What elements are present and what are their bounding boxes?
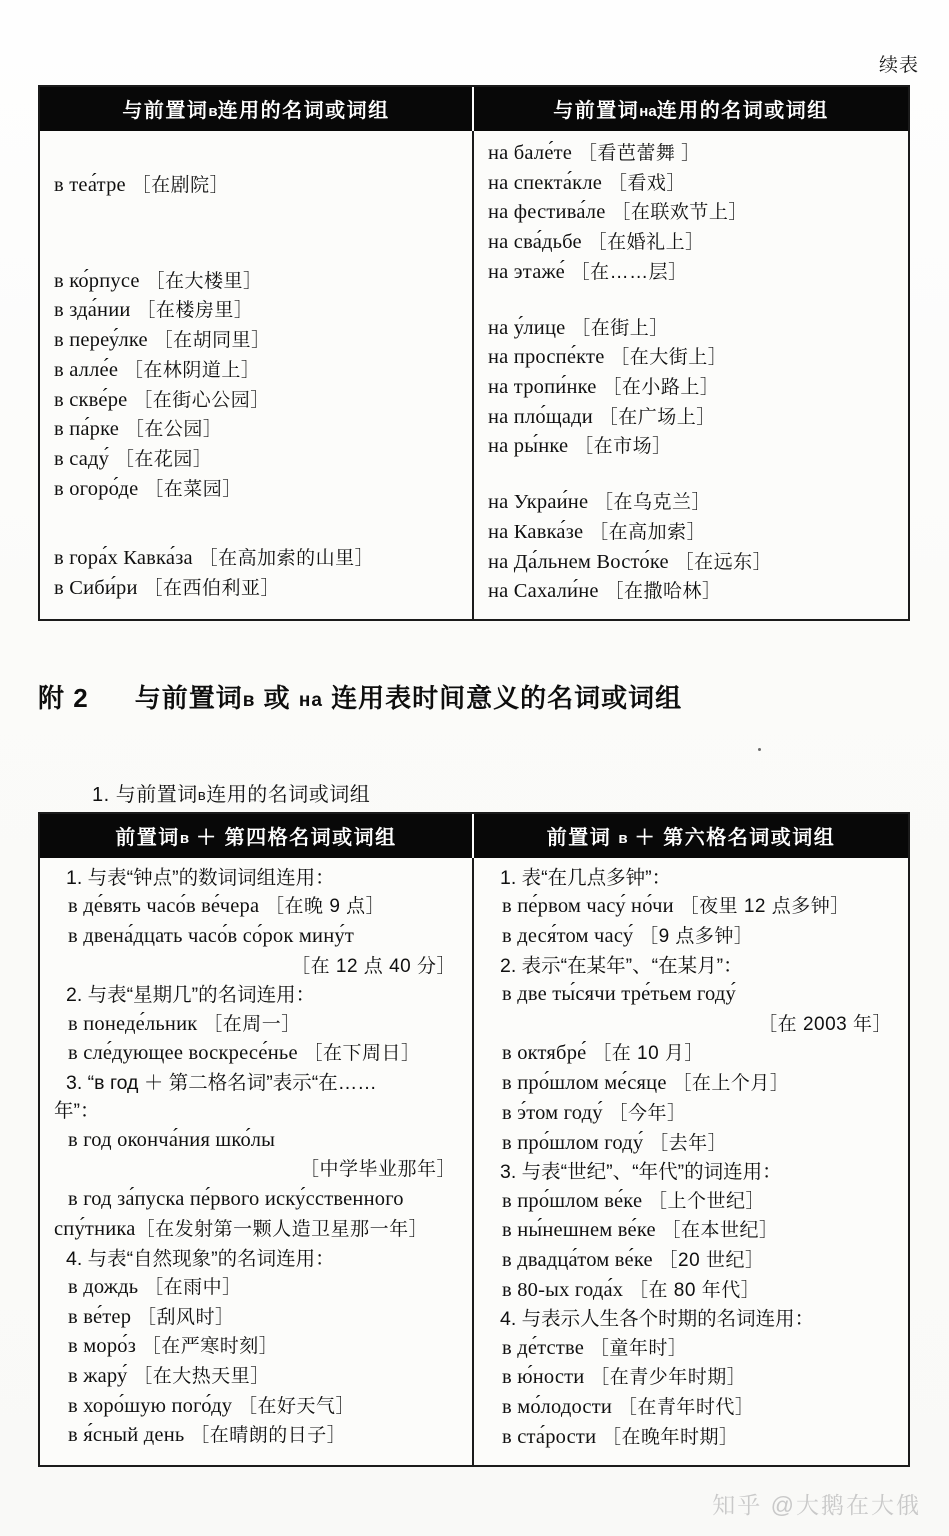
russian-phrase: в переу́лке (54, 329, 148, 352)
russian-phrase: в ю́ности (502, 1366, 585, 1389)
entry-line (54, 1303, 462, 1333)
table2-header-right-pre: 前置词 (546, 827, 612, 849)
chinese-gloss: ［在楼房里］ (130, 300, 254, 322)
entry-line (488, 518, 898, 548)
chinese-gloss: ［在菜园］ (138, 478, 242, 500)
entry-line (54, 1332, 462, 1362)
entry-line (488, 198, 898, 228)
entry-line (488, 1039, 898, 1069)
entry-line (488, 548, 898, 578)
chinese-gloss: ［在街心公园］ (127, 389, 270, 411)
table1-header-left-preposition: в (208, 103, 218, 120)
chinese-gloss: ［上个世纪］ (642, 1190, 766, 1212)
entry-line (488, 403, 898, 433)
subsection-preposition: в (197, 787, 207, 804)
entry-line (54, 267, 462, 297)
table1-header-left-pre: 与前置词 (122, 100, 209, 122)
chinese-gloss: ［在雨中］ (138, 1276, 242, 1298)
chinese-gloss: ［刮风时］ (131, 1306, 235, 1328)
entry-line (488, 1069, 898, 1099)
section-title-preposition-v: в (242, 690, 256, 711)
table1-header-row (40, 87, 908, 131)
russian-phrase: в двадца́том ве́ке (502, 1248, 653, 1271)
russian-phrase: в про́шлом году́ (502, 1131, 644, 1154)
entry-line (488, 343, 898, 373)
russian-phrase: в двена́дцать часо́в со́рок мину́т (68, 924, 354, 947)
numbered-rule: 2. 与表“星期几”的名词连用： (66, 984, 316, 1007)
entry-line (54, 892, 462, 922)
russian-phrase: на пло́щади (488, 405, 593, 428)
entry-line (54, 1362, 462, 1392)
russian-phrase: в огоро́де (54, 477, 139, 500)
entry-line (488, 1334, 898, 1364)
chinese-gloss: ［在大热天里］ (127, 1365, 270, 1387)
table2-right-column (474, 858, 908, 1465)
russian-phrase: спу́тника (54, 1217, 136, 1240)
chinese-gloss-line (54, 1155, 462, 1185)
russian-phrase: в алле́е (54, 358, 119, 381)
continuation-label: 续表 (878, 55, 919, 76)
entry-line (54, 1215, 462, 1245)
prepositions-place-table (38, 85, 910, 621)
chinese-gloss: ［在下周日］ (297, 1043, 421, 1065)
entry-line (488, 373, 898, 403)
russian-phrase: в зда́нии (54, 299, 131, 322)
entry-line (54, 415, 462, 445)
section-title-post: 连用表时间意义的名词或词组 (331, 683, 683, 713)
chinese-gloss: ［在林阴道上］ (118, 359, 261, 381)
chinese-gloss: ［在大楼里］ (139, 270, 263, 292)
entry-line (54, 475, 462, 505)
table2-body-row (40, 858, 908, 1465)
chinese-gloss: ［在发射第一颗人造卫星那一年］ (135, 1218, 429, 1240)
russian-phrase: в теа́тре (54, 174, 126, 196)
russian-phrase: на сва́дьбе (488, 231, 582, 254)
entry-line (488, 1363, 898, 1393)
chinese-gloss: ［在 80 年代］ (623, 1279, 761, 1301)
russian-phrase: в ны́нешнем ве́ке (502, 1219, 656, 1242)
section-heading (38, 678, 918, 715)
table1-header-left (40, 87, 474, 131)
subsection-post: 连用的名词或词组 (206, 784, 371, 806)
chinese-gloss: ［在花园］ (109, 449, 213, 471)
russian-phrase: в мо́лодости (502, 1396, 613, 1419)
entry-line (488, 1246, 898, 1276)
entry-line (54, 296, 462, 326)
chinese-gloss: ［在撒哈林］ (598, 581, 722, 603)
chinese-gloss: ［在小路上］ (596, 377, 720, 399)
chinese-gloss: ［在本世纪］ (655, 1220, 779, 1242)
table2-header-left-pre: 前置词 (115, 827, 180, 849)
russian-phrase: в сле́дующее воскресе́нье (68, 1042, 298, 1065)
chinese-gloss: ［9 点多钟］ (633, 925, 754, 947)
chinese-gloss: ［在广场上］ (592, 406, 716, 428)
chinese-gloss: ［去年］ (643, 1132, 728, 1154)
entry-line (488, 1129, 898, 1159)
entry-line (54, 1185, 462, 1215)
chinese-gloss: ［在乌克兰］ (588, 492, 712, 514)
watermark: 知乎 @大鹅在大俄 (712, 1492, 921, 1518)
chinese-gloss: ［在胡同里］ (147, 330, 271, 352)
entry-line (488, 980, 898, 1010)
russian-phrase: в саду́ (54, 448, 110, 471)
entry-line (488, 577, 898, 607)
russian-phrase: в дождь (68, 1275, 139, 1298)
chinese-gloss: ［在西伯利亚］ (137, 578, 280, 600)
entry-line (488, 1393, 898, 1423)
numbered-rule: 4. 与表示人生各个时期的名词连用： (500, 1308, 815, 1331)
russian-phrase: в год оконча́ния шко́лы (68, 1128, 276, 1151)
entry-line (488, 258, 898, 288)
table1-left-column (40, 131, 474, 619)
numbered-rule: 1. 与表“钟点”的数词词组连用： (66, 867, 335, 889)
chinese-gloss: ［在晚 9 点］ (259, 896, 386, 918)
section-title-pre: 与前置词 (134, 683, 243, 713)
entry-line (54, 1010, 462, 1040)
entry-line (54, 1126, 462, 1156)
entry-line (488, 1187, 898, 1217)
chinese-gloss: ［今年］ (602, 1102, 687, 1124)
russian-phrase: на Украи́не (488, 491, 589, 514)
russian-phrase: в октябре́ (502, 1042, 587, 1065)
entry-line (488, 169, 898, 199)
section-title (135, 678, 682, 715)
entry-line (488, 1423, 898, 1453)
section-title-mid: 或 (263, 683, 291, 713)
entry-line (54, 544, 462, 574)
chinese-gloss: ［看戏］ (602, 172, 686, 194)
entry-line (488, 1276, 898, 1306)
russian-phrase: в ста́рости (502, 1425, 597, 1448)
entry-line (54, 922, 462, 952)
entry-line (54, 1039, 462, 1069)
russian-phrase: на тропи́нке (488, 376, 597, 399)
russian-phrase: в э́том году́ (502, 1101, 603, 1124)
section-title-preposition-na: на (298, 690, 323, 711)
russian-phrase: в пе́рвом часу́ но́чи (502, 895, 674, 918)
entry-line (54, 171, 462, 201)
entry-line (488, 314, 898, 344)
russian-phrase: в па́рке (54, 418, 120, 441)
russian-phrase: в ве́тер (68, 1305, 132, 1328)
chinese-gloss: ［看芭蕾舞 ］ (572, 143, 701, 164)
russian-phrase: в про́шлом ве́ке (502, 1189, 643, 1212)
chinese-gloss: ［在上个月］ (666, 1073, 790, 1095)
table1-header-left-post: 连用的名词或词组 (217, 100, 390, 122)
chinese-gloss: ［在好天气］ (232, 1395, 355, 1417)
table2-header-right-post: ＋ 第六格名词或词组 (634, 827, 836, 849)
russian-phrase: в Сиби́ри (54, 577, 138, 600)
rule-continuation: 年”： (54, 1100, 100, 1123)
russian-phrase: на проспе́кте (488, 346, 605, 369)
chinese-gloss: ［在周一］ (197, 1013, 301, 1035)
section-number: 附 2 (38, 683, 89, 713)
entry-line (488, 432, 898, 462)
chinese-gloss: ［在市场］ (568, 436, 672, 458)
chinese-gloss: ［在远东］ (668, 551, 773, 573)
chinese-gloss: ［在晚年时期］ (596, 1426, 739, 1448)
russian-phrase: в скве́ре (54, 388, 128, 411)
chinese-gloss-line (54, 952, 462, 982)
chinese-gloss: ［在婚礼上］ (581, 232, 705, 254)
entry-line (488, 892, 898, 922)
entry-line (54, 356, 462, 386)
russian-phrase: на ры́нке (488, 435, 569, 458)
numbered-rule: 2. 表示“在某年”、“在某月”： (500, 954, 743, 977)
table1-header-right-preposition: на (639, 103, 657, 120)
russian-phrase: на спекта́кле (488, 171, 603, 194)
chinese-gloss: ［在晴朗的日子］ (184, 1425, 347, 1447)
table2-header-left-post: ＋ 第四格名词或词组 (196, 827, 397, 849)
russian-phrase: в я́сный день (68, 1424, 185, 1447)
table2-header-left (40, 814, 474, 858)
russian-phrase: на Сахали́не (488, 580, 599, 603)
table2-header-right (474, 814, 908, 858)
entry-line (488, 139, 898, 169)
table1-header-right (474, 87, 908, 131)
russian-phrase: в де́тстве (502, 1336, 585, 1359)
table2-left-column (40, 858, 474, 1465)
table1-header-right-post: 连用的名词或词组 (656, 100, 829, 122)
russian-phrase: в две ты́сячи тре́тьем году́ (502, 982, 736, 1005)
chinese-gloss: ［20 世纪］ (652, 1249, 765, 1271)
table1-body-row (40, 131, 908, 619)
chinese-gloss: ［在高加索的山里］ (192, 548, 375, 570)
chinese-gloss: ［在大街上］ (604, 347, 728, 369)
table1-header-right-pre: 与前置词 (553, 100, 640, 122)
chinese-gloss: ［在剧院］ (125, 175, 230, 196)
entry-line (54, 1392, 462, 1422)
chinese-gloss: ［在 12 点 40 分］ (291, 955, 456, 977)
entry-line (488, 1216, 898, 1246)
chinese-gloss: ［在青少年时期］ (584, 1367, 747, 1389)
subsection-heading (92, 778, 370, 807)
russian-phrase: на у́лице (488, 316, 566, 339)
russian-phrase: на фестива́ле (488, 201, 606, 224)
entry-line (54, 386, 462, 416)
russian-phrase: на бале́те (488, 142, 573, 164)
table2-header-row (40, 814, 908, 858)
subsection-pre: 1. 与前置词 (92, 784, 198, 806)
russian-phrase: в де́вять часо́в ве́чера (68, 895, 260, 918)
entry-line (54, 1421, 462, 1451)
russian-phrase: на этаже́ (488, 260, 565, 283)
table2-header-right-preposition: в (618, 830, 628, 847)
chinese-gloss: ［在联欢节上］ (605, 202, 748, 224)
russian-phrase: на Кавка́зе (488, 520, 584, 543)
russian-phrase: в хоро́шую пого́ду (68, 1394, 233, 1417)
chinese-gloss: ［在严寒时刻］ (136, 1336, 279, 1358)
russian-phrase: в про́шлом ме́сяце (502, 1072, 667, 1095)
russian-phrase: в жару́ (68, 1364, 128, 1387)
page-speck (758, 748, 761, 751)
entry-line (488, 1099, 898, 1129)
chinese-gloss: ［在街上］ (565, 317, 669, 339)
numbered-rule: 4. 与表“自然现象”的名词连用： (66, 1247, 335, 1270)
prepositions-time-table (38, 812, 910, 1467)
entry-line (488, 488, 898, 518)
table1-right-column (474, 131, 908, 619)
russian-phrase: на Да́льнем Восто́ке (488, 550, 669, 573)
chinese-gloss: ［童年时］ (584, 1337, 688, 1359)
chinese-gloss: ［在公园］ (119, 419, 223, 441)
entry-line (54, 326, 462, 356)
russian-phrase: в деся́том часу́ (502, 924, 634, 947)
entry-line (488, 228, 898, 258)
chinese-gloss-line (488, 1010, 898, 1040)
chinese-gloss: ［中学毕业那年］ (299, 1159, 456, 1181)
entry-line (54, 1273, 462, 1303)
chinese-gloss: ［在 10 月］ (586, 1043, 704, 1065)
numbered-rule: 1. 表“在几点多钟”： (500, 867, 672, 889)
entry-line (54, 445, 462, 475)
chinese-gloss: ［在 2003 年］ (758, 1013, 892, 1035)
table2-header-left-preposition: в (179, 830, 190, 847)
russian-phrase: в моро́з (68, 1335, 137, 1358)
chinese-gloss: ［在……层］ (564, 261, 688, 283)
numbered-rule: 3. “в год ＋ 第二格名词”表示“在…… (66, 1072, 377, 1095)
russian-phrase: в ко́рпусе (54, 269, 140, 292)
numbered-rule: 3. 与表“世纪”、“年代”的词连用： (500, 1161, 782, 1184)
russian-phrase: в гора́х Кавка́за (54, 547, 193, 570)
chinese-gloss: ［夜里 12 点多钟］ (673, 896, 850, 918)
entry-line (54, 574, 462, 604)
entry-line (488, 922, 898, 952)
russian-phrase: в понеде́льник (68, 1012, 198, 1035)
russian-phrase: в год за́пуска пе́рвого иску́сственного (68, 1188, 404, 1211)
russian-phrase: в 80-ых года́х (502, 1278, 624, 1301)
chinese-gloss: ［在高加索］ (583, 521, 707, 543)
chinese-gloss: ［在青年时代］ (612, 1397, 755, 1419)
